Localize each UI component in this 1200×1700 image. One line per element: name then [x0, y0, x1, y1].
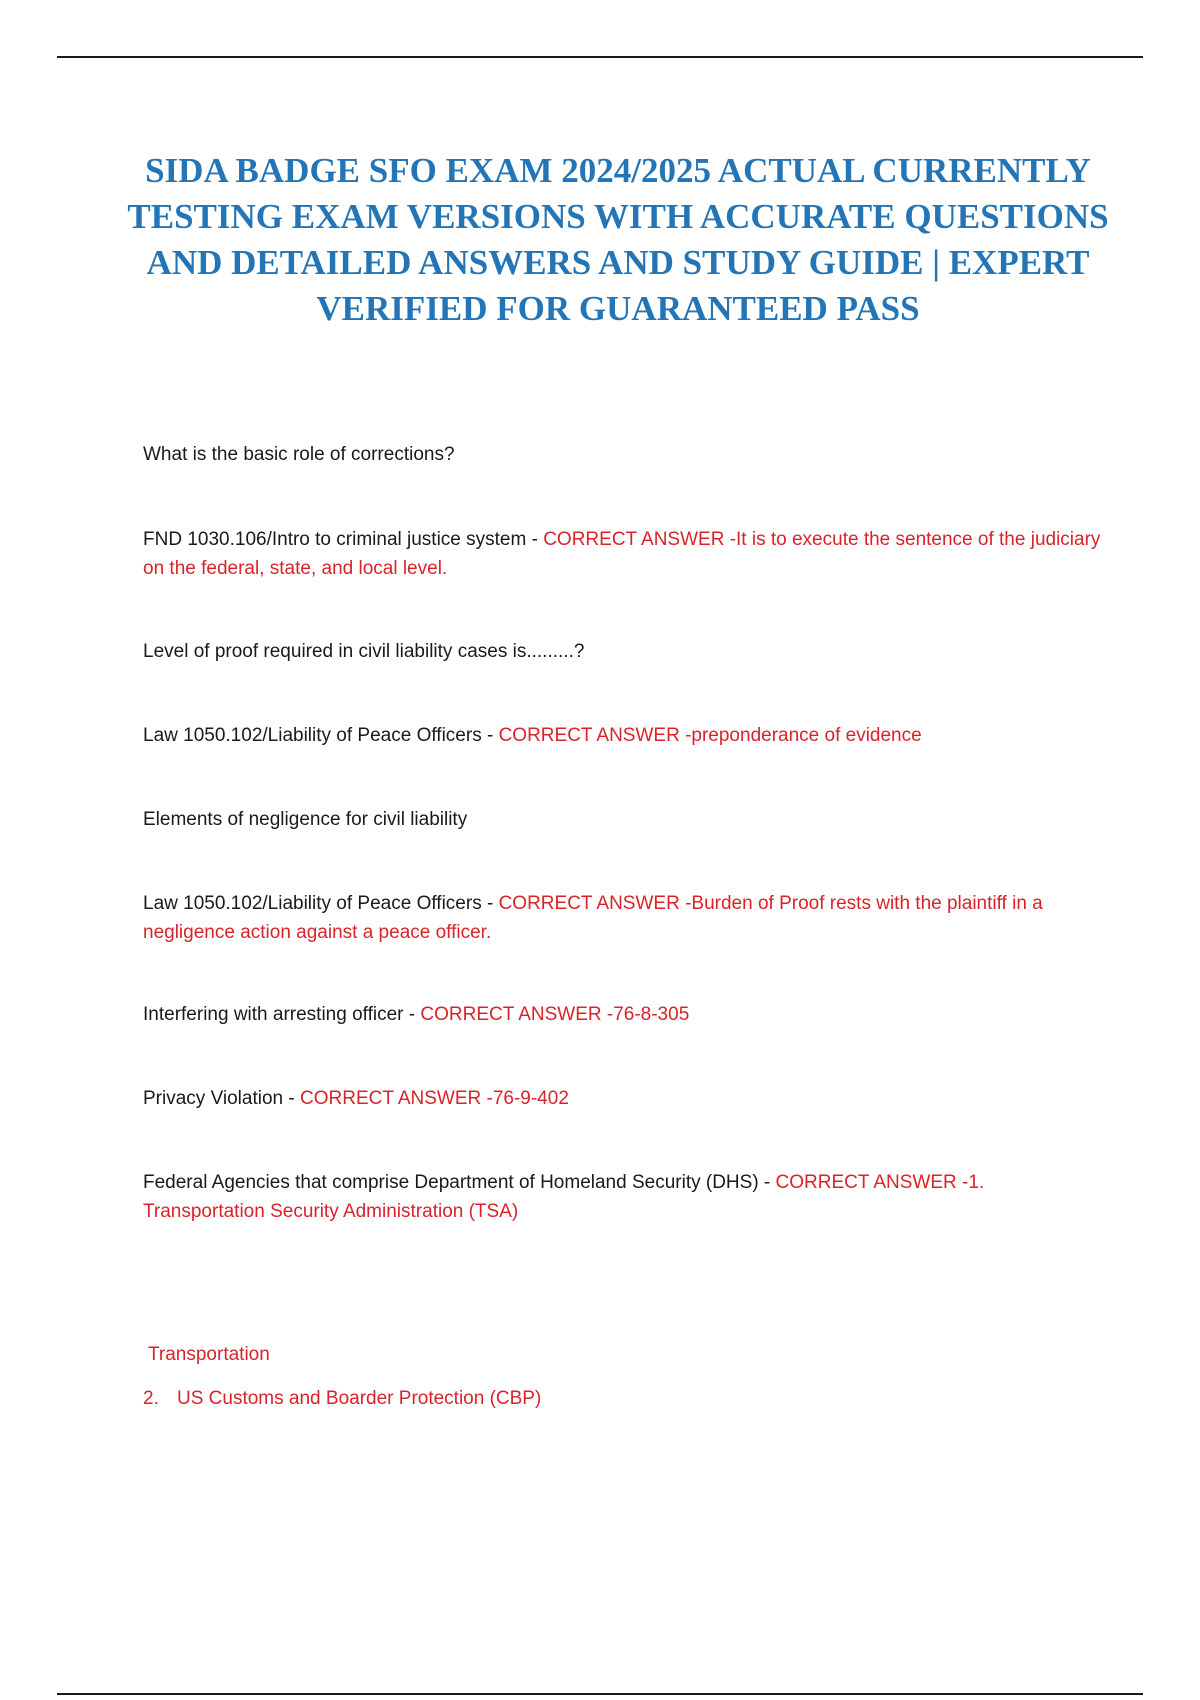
item-dhs-answer: CORRECT ANSWER -1. Transportation Security Administration (TSA) — [143, 1172, 985, 1222]
answer-3 — [143, 889, 1103, 947]
answer-3-text: CORRECT ANSWER -Burden of Proof rests with the plaintiff in a negligence action against a peace officer. — [143, 893, 1043, 943]
item-interfering-answer: CORRECT ANSWER -76-8-305 — [420, 1004, 690, 1025]
answer-2 — [143, 721, 1103, 750]
item-interfering-prefix: Interfering with arresting officer - — [143, 1004, 421, 1025]
bottom-rule — [57, 1693, 1143, 1695]
answer-1 — [143, 525, 1103, 583]
list-number: 2. — [143, 1388, 159, 1409]
question-3: Elements of negligence for civil liability — [143, 809, 468, 830]
answer-1-prefix: FND 1030.106/Intro to criminal justice system - — [143, 529, 544, 550]
answer-3-prefix: Law 1050.102/Liability of Peace Officers - — [143, 893, 499, 914]
item-privacy-answer: CORRECT ANSWER -76-9-402 — [300, 1088, 569, 1109]
item-interfering — [143, 1000, 1103, 1029]
document-title: SIDA BADGE SFO EXAM 2024/2025 ACTUAL CURRENTLY TESTING EXAM VERSIONS WITH ACCURATE QUESTIONS AND DETAILED ANSWERS AND STUDY GUIDE | EXPERT VERIFIED FOR GUARANTEED PASS — [127, 151, 1109, 328]
question-1: What is the basic role of corrections? — [143, 444, 455, 465]
item-privacy-prefix: Privacy Violation - — [143, 1088, 300, 1109]
top-rule — [57, 56, 1143, 58]
item-privacy — [143, 1084, 1103, 1113]
list-text: US Customs and Boarder Protection (CBP) — [177, 1388, 542, 1409]
answer-2-prefix: Law 1050.102/Liability of Peace Officers - — [143, 725, 499, 746]
item-dhs-extra: Transportation — [148, 1344, 270, 1365]
question-2: Level of proof required in civil liability cases is.........? — [143, 641, 585, 662]
answer-2-text: CORRECT ANSWER -preponderance of evidence — [498, 725, 922, 746]
answer-1-text: CORRECT ANSWER -It is to execute the sentence of the judiciary on the federal, state, and local level. — [143, 529, 1101, 579]
item-dhs-list-2 — [143, 1384, 541, 1413]
item-dhs-prefix: Federal Agencies that comprise Department of Homeland Security (DHS) - — [143, 1172, 776, 1193]
item-dhs — [143, 1168, 1103, 1226]
